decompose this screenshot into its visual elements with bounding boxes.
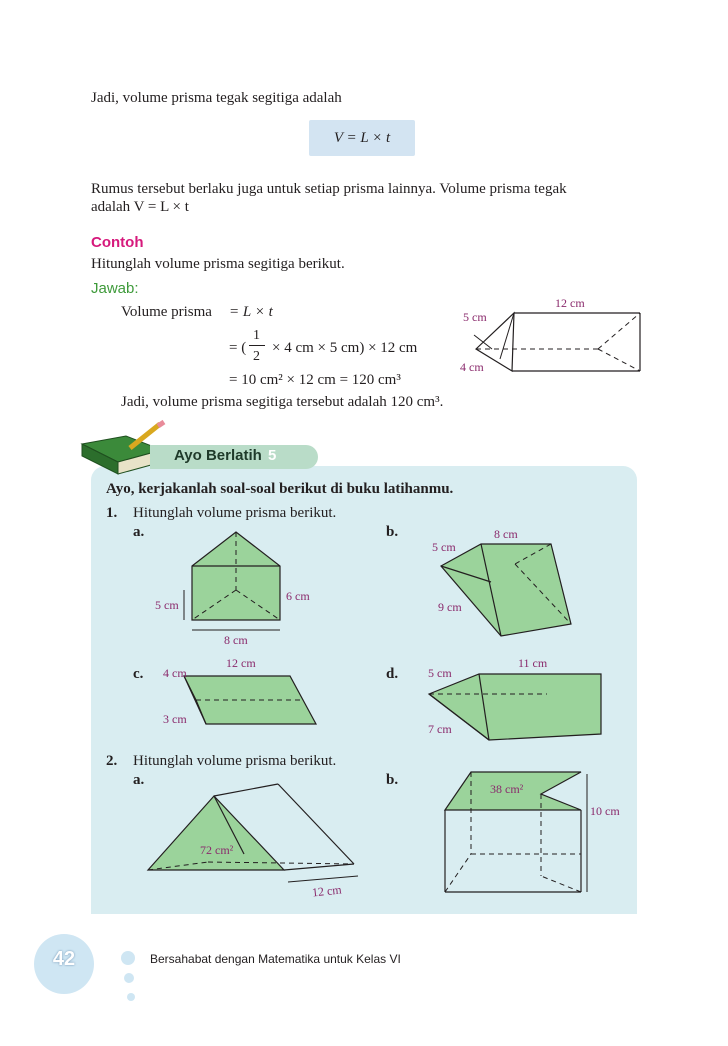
banner-bar	[150, 445, 318, 469]
prism-figure-1a	[180, 528, 300, 628]
decor-dot	[121, 951, 135, 965]
page-number: 42	[52, 948, 76, 970]
question-number: 1.	[106, 505, 118, 521]
page-number-badge	[34, 934, 94, 994]
step-2-right: × 4 cm × 5 cm) × 12 cm	[272, 340, 418, 356]
intro-text: Jadi, volume prisma tegak segitiga adalah	[91, 90, 342, 106]
dim-c: 3 cm	[163, 712, 187, 726]
question-text: Hitunglah volume prisma berikut.	[133, 753, 337, 769]
exercise-instruction: Ayo, kerjakanlah soal-soal berikut di buku latihanmu.	[106, 481, 454, 497]
footer-title: Bersahabat dengan Matematika untuk Kelas VI	[150, 952, 401, 966]
dim-height: 5 cm	[463, 310, 487, 324]
step-1: = L × t	[229, 304, 273, 320]
step-label: Volume prisma	[121, 304, 212, 320]
example-question: Hitunglah volume prisma segitiga berikut.	[91, 256, 345, 272]
dim-area: 38 cm²	[490, 782, 524, 796]
banner-title: Ayo Berlatih	[174, 447, 262, 464]
dim-length: 12 cm	[555, 296, 585, 310]
dim-length: 12 cm	[311, 882, 343, 900]
dim-b: 11 cm	[518, 656, 548, 670]
dim-base: 8 cm	[224, 633, 248, 647]
fraction-denominator: 2	[253, 349, 260, 364]
formula-box	[309, 120, 415, 156]
question-number: 2.	[106, 753, 118, 769]
label-b: b.	[386, 524, 399, 540]
prism-figure-2a	[148, 778, 358, 878]
paragraph-line: Rumus tersebut berlaku juga untuk setiap prisma lainnya. Volume prisma tegak	[91, 181, 567, 197]
label-c: c.	[133, 666, 144, 682]
label-b: b.	[386, 772, 399, 788]
decor-dot	[124, 973, 134, 983]
dim-b: 12 cm	[226, 656, 256, 670]
prism-figure-1c	[180, 670, 320, 730]
dim-c: 9 cm	[438, 600, 462, 614]
prism-figure-1b	[435, 540, 575, 640]
dim-height-2: 6 cm	[286, 589, 310, 603]
volume-formula: V = L × t	[333, 130, 391, 146]
label-d: d.	[386, 666, 399, 682]
dim-a: 5 cm	[428, 666, 452, 680]
dim-c: 7 cm	[428, 722, 452, 736]
prism-figure-1d	[425, 670, 605, 742]
decor-dot	[127, 993, 135, 1001]
fraction-numerator: 1	[253, 328, 260, 343]
example-prism-figure	[470, 305, 650, 385]
example-conclusion: Jadi, volume prisma segitiga tersebut adalah 120 cm³.	[121, 394, 444, 410]
dim-area: 72 cm²	[200, 843, 234, 857]
dim-a: 5 cm	[432, 540, 456, 554]
step-2-left: = (	[229, 340, 247, 356]
step-3: = 10 cm² × 12 cm = 120 cm³	[229, 372, 401, 388]
label-a: a.	[133, 524, 145, 540]
dim-a: 4 cm	[163, 666, 187, 680]
dim-height: 10 cm	[590, 804, 620, 818]
example-heading: Contoh	[91, 234, 144, 251]
answer-label: Jawab:	[91, 280, 139, 297]
dim-height: 5 cm	[155, 598, 179, 612]
question-text: Hitunglah volume prisma berikut.	[133, 505, 337, 521]
paragraph-line: adalah V = L × t	[91, 199, 189, 215]
dim-b: 8 cm	[494, 527, 518, 541]
dim-base: 4 cm	[460, 360, 484, 374]
banner-number: 5	[268, 447, 277, 464]
label-a: a.	[133, 772, 145, 788]
fraction-bar	[249, 345, 265, 346]
